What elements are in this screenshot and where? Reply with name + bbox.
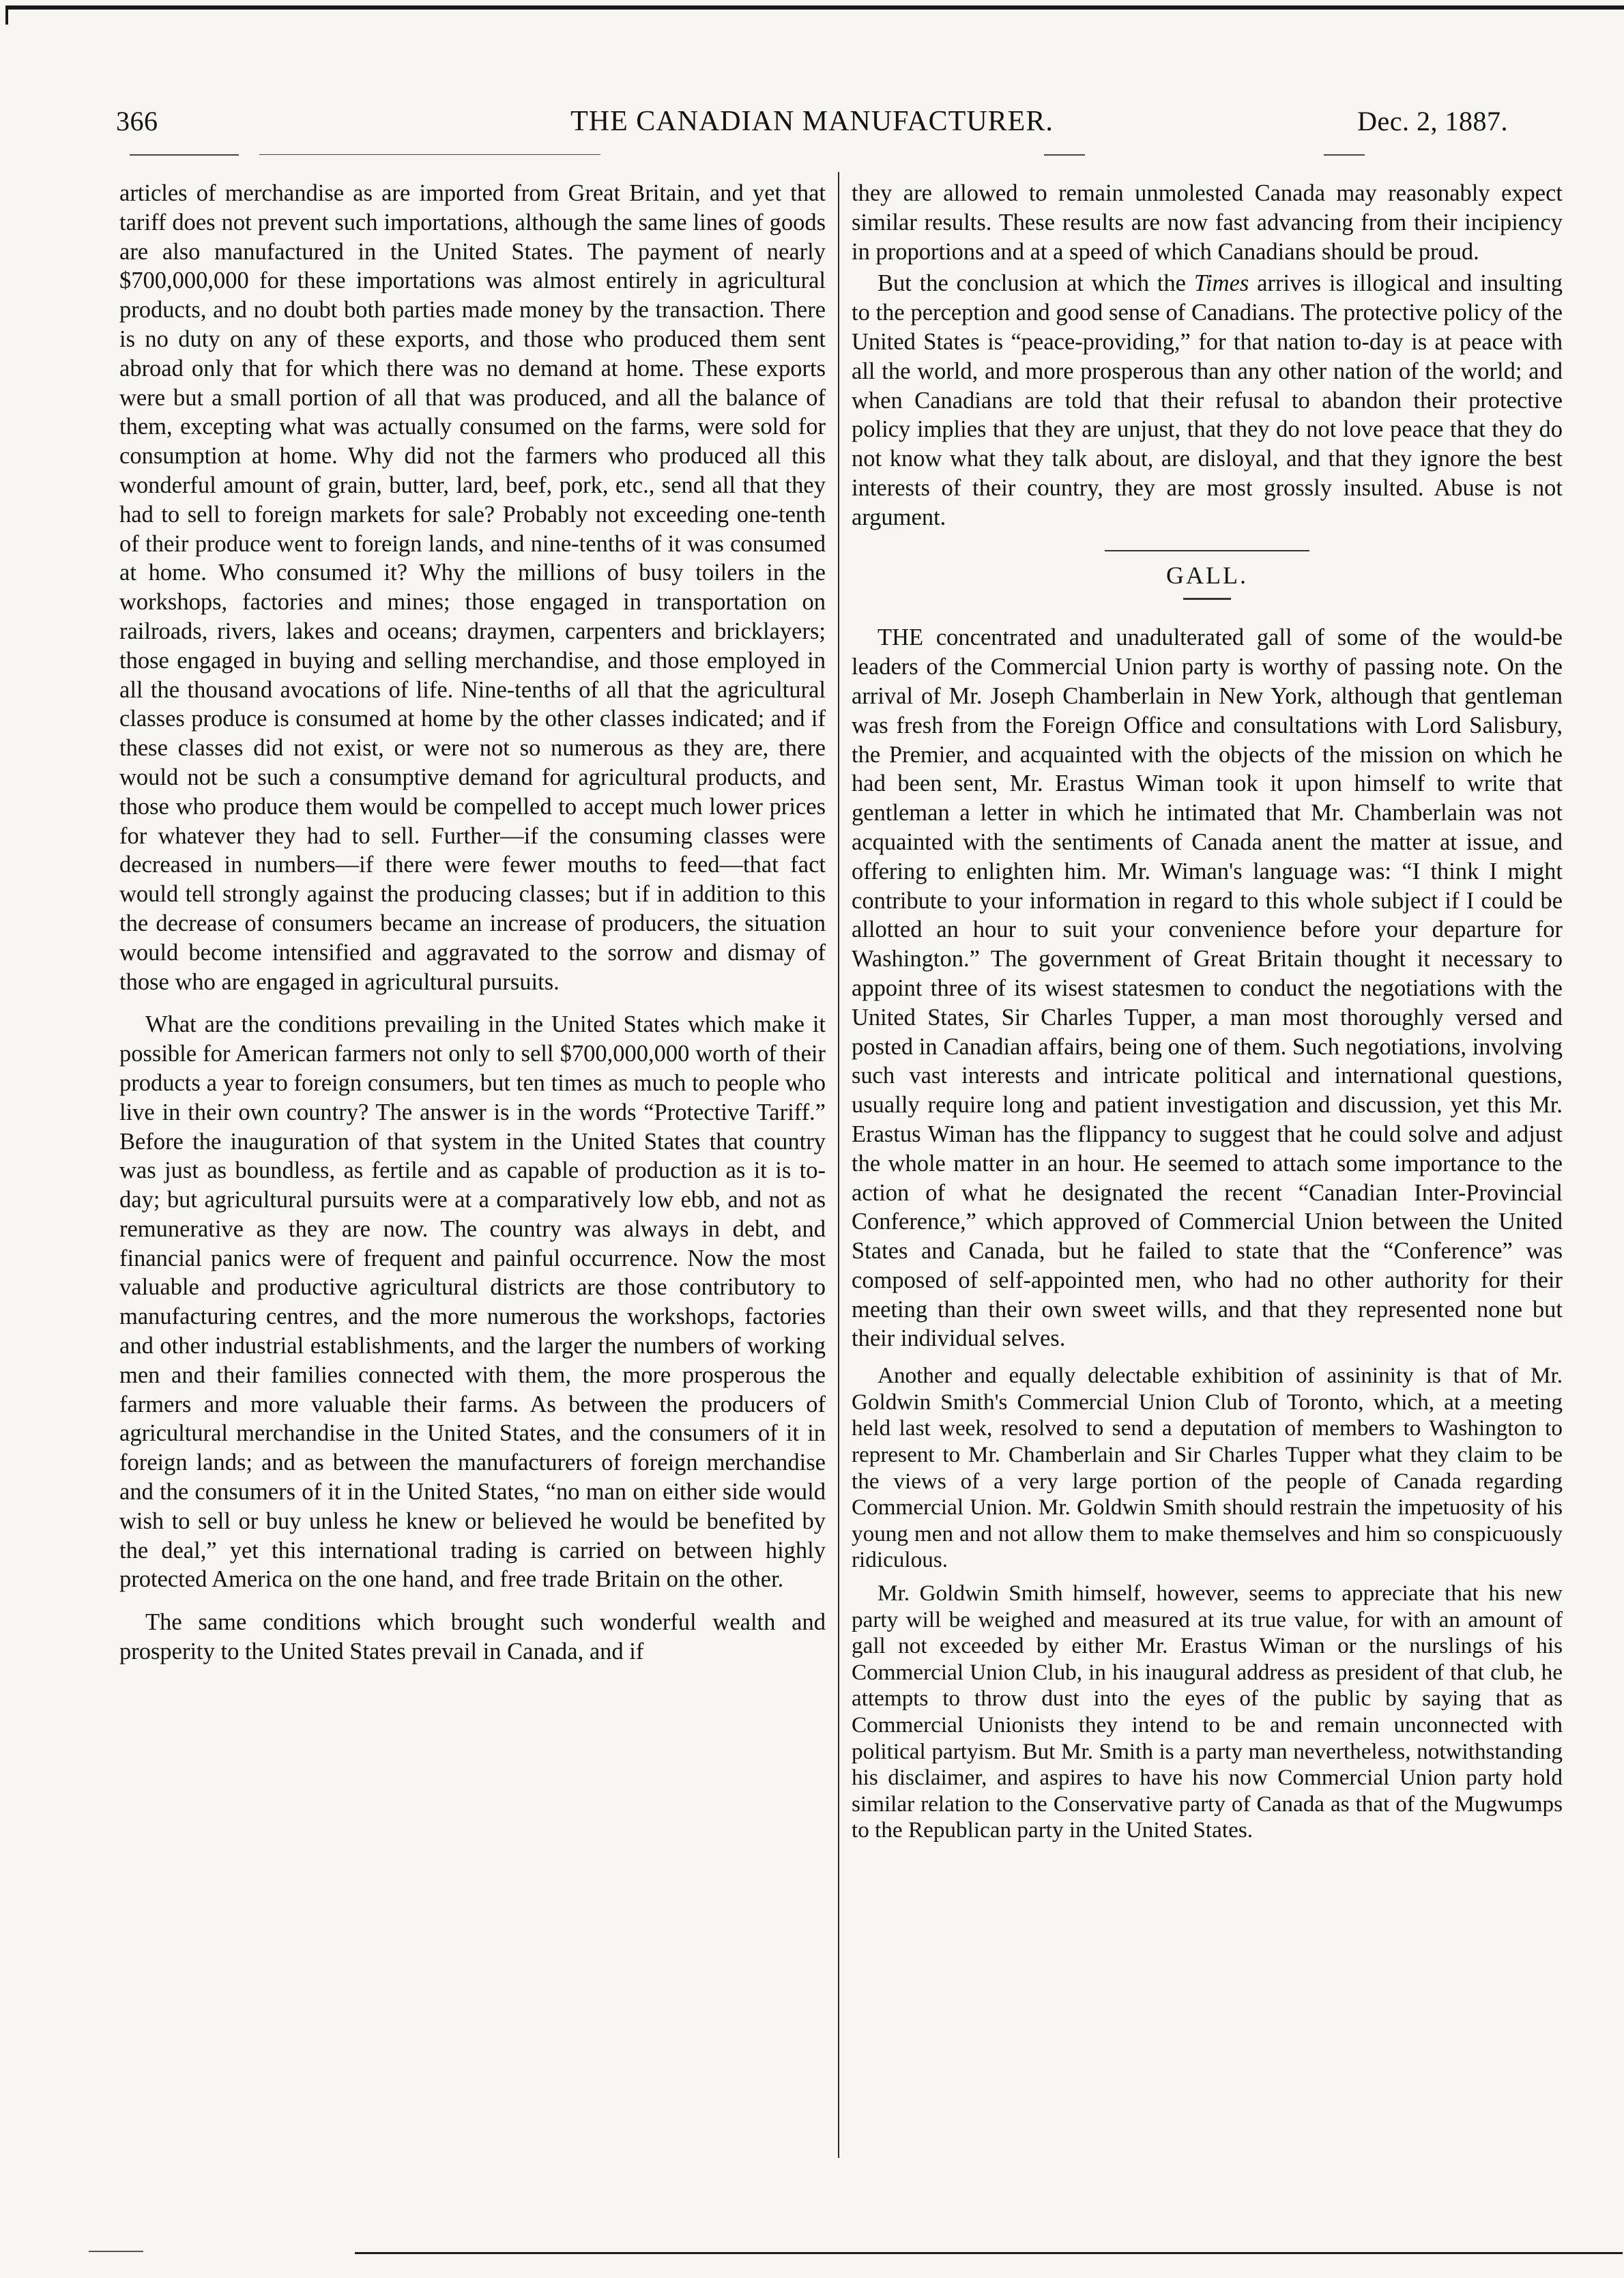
paragraph: Another and equally delectable exhibition of assininity is that of Mr. Goldwin Smith's Commercial Union Club of Toronto, which, at a meeting held last week, resolved to send a deputation of members to Washington to represent to Mr. Chamberlain and Sir Charles Tupper what they claim to be the views of a very large portion of the people of Canada regarding Commercial Union. Mr. Goldwin Smith should restrain the impetuosity of his young men and not allow them to make themselves and him so conspicuously ridiculous. bbox=[852, 1363, 1563, 1573]
bottom-border-rule bbox=[355, 2252, 1623, 2254]
section-rule bbox=[1105, 550, 1309, 551]
paragraph: Mr. Goldwin Smith himself, however, seems to appreciate that his new party will be weighed and measured at its true value, for with an amount of gall not exceeded by either Mr. Erastus Wiman or the nurslings of his Commercial Union Club, in his inaugural address as president of that club, he attempts to throw dust into the eyes of the public by saying that as Commercial Unionists they intend to be and remain unconnected with political partyism. But Mr. Smith is a party man nevertheless, notwithstanding his disclaimer, and aspires to have his now Commercial Union party hold similar relation to the Conservative party of Canada as that of the Mugwumps to the Republican party in the United States. bbox=[852, 1581, 1563, 1843]
publication-title: THE CANADIAN MANUFACTURER. bbox=[570, 106, 1054, 137]
header-rule-right bbox=[1324, 154, 1365, 156]
header-rule-left bbox=[130, 154, 239, 156]
page-number: 366 bbox=[116, 106, 158, 136]
paragraph-text: arrives is illogical and insulting to the perception and good sense of Canadians. The protective policy of the United States is “peace-providing,” for that nation to-day is at peace with all the world, and more prosperous than any other nation of the world; and when Canadians are told that their refusal to abandon their protective policy implies that they are unjust, that they do not love peace that they do not know what they talk about, are disloyal, and that they ignore the best interests of their country, they are most grossly insulted. Abuse is not argument. bbox=[852, 270, 1563, 530]
paragraph: The same conditions which brought such wonderful wealth and prosperity to the United States prevail in Canada, and if bbox=[119, 1609, 826, 1665]
page-header bbox=[116, 101, 1508, 142]
section-rule-short bbox=[1183, 598, 1231, 600]
newspaper-name: Times bbox=[1193, 270, 1249, 297]
left-column bbox=[119, 179, 826, 1667]
paragraph bbox=[852, 623, 1563, 1353]
header-rule-left-2 bbox=[259, 154, 600, 155]
column-divider bbox=[838, 172, 839, 2158]
top-border-rule bbox=[5, 5, 1624, 10]
paragraph-text: concentrated and unadulterated gall of some of the would-be leaders of the Commercial Union party is worthy of passing note. On the arrival of Mr. Joseph Chamberlain in New York, although that gentleman was fresh from the Foreign Office and consultations with Lord Salisbury, the Premier, and acquainted with the objects of the mission on which he had been sent, Mr. Erastus Wiman took it upon himself to write that gentleman a letter in which he intimated that Mr. Chamberlain was not acquainted with the sentiments of Canada anent the matter at issue, and offering to enlighten him. Mr. Wiman's language was: “I think I might contribute to your information in regard to this whole subject if I could be allotted an hour to suit your convenience before your departure for Washington.” The government of Great Britain thought it necessary to appoint three of its wisest statesmen to conduct the negotiations with the United States, Sir Charles Tupper, a man most thoroughly versed and posted in Canadian affairs, being one of them. Such negotiations, involving such vast interests and intricate political and international questions, usually require long and patient investigation and discussion, yet this Mr. Erastus Wiman has the flippancy to suggest that he could solve and adjust the whole matter in an hour. He seemed to attach some importance to the action of what he designated the recent “Canadian Inter-Provincial Conference,” which approved of Commercial Union between the United States and Canada, but he failed to state that the “Conference” was composed of self-appointed men, who had no other authority for their meeting than their own sweet wills, and that they represented none but their individual selves. bbox=[852, 624, 1563, 1352]
bottom-mark bbox=[89, 2251, 143, 2252]
right-column bbox=[852, 179, 1563, 1844]
section-heading: GALL. bbox=[1166, 561, 1248, 589]
issue-date: Dec. 2, 1887. bbox=[1357, 106, 1508, 136]
header-rule-center bbox=[1044, 154, 1085, 156]
lead-word: THE bbox=[878, 624, 924, 651]
corner-mark bbox=[5, 5, 8, 25]
paragraph: they are allowed to remain unmolested Canada may reasonably expect similar results. These results are now fast advancing from their incipiency in proportions and at a speed of which Canadians should be proud. bbox=[852, 180, 1563, 265]
paragraph: What are the conditions prevailing in the United States which make it possible for American farmers not only to sell $700,000,000 worth of their products a year to foreign consumers, but ten times as much to people who live in their own country? The answer is in the words “Protective Tariff.” Before the inauguration of that system in the United States that country was just as boundless, as fertile and as capable of production as it is to-day; but agricultural pursuits were at a comparatively low ebb, and not as remunerative as they are now. The country was always in debt, and financial panics were of frequent and painful occurrence. Now the most valuable and productive agricultural districts are those contributory to manufacturing centres, and the more numerous the workshops, factories and other industrial establishments, and the larger the numbers of working men and their families connected with them, the more prosperous the farmers and more valuable their farms. As between the producers of agricultural merchandise in the United States, and the consumers of it in foreign lands; and as between the manufacturers of foreign merchandise and the consumers of it in the United States, “no man on either side would wish to sell or buy unless he knew or believed he would be benefited by the deal,” yet this international trading is carried on between highly protected America on the one hand, and free trade Britain on the other. bbox=[119, 1011, 826, 1593]
paragraph bbox=[852, 269, 1563, 532]
paragraph: articles of merchandise as are imported from Great Britain, and yet that tariff does not prevent such importations, although the same lines of goods are also manufactured in the United States. The payment of nearly $700,000,000 for these importations was almost entirely in agricultural products, and no doubt both parties made money by the transaction. There is no duty on any of these exports, and those who produced them sent abroad only that for which there was no demand at home. These exports were but a small portion of all that was produced, and all the balance of them, excepting what was actually consumed on the farms, were sold for consumption at home. Why did not the farmers who produced all this wonderful amount of grain, butter, lard, beef, pork, etc., send all that they had to sell to foreign markets for sale? Probably not exceeding one-tenth of their produce went to foreign lands, and nine-tenths of it was consumed at home. Who consumed it? Why the millions of busy toilers in the workshops, factories and mines; those engaged in transportation on railroads, rivers, lakes and oceans; draymen, carpenters and bricklayers; those engaged in buying and selling merchandise, and those employed in all the thousand avocations of life. Nine-tenths of all that the agricultural classes produce is consumed at home by the other classes indicated; and if these classes did not exist, or were not so numerous as they are, there would not be such a consumptive demand for agricultural products, and those who produce them would be compelled to accept much lower prices for whatever they had to sell. Further—if the consuming classes were decreased in numbers—if there were fewer mouths to feed—that fact would tell strongly against the producing classes; but if in addition to this the decrease of consumers became an increase of producers, the situation would become intensified and aggravated to the sorrow and dismay of those who are engaged in agricultural pursuits. bbox=[119, 180, 826, 995]
paragraph-text: But the conclusion at which the bbox=[878, 270, 1194, 297]
